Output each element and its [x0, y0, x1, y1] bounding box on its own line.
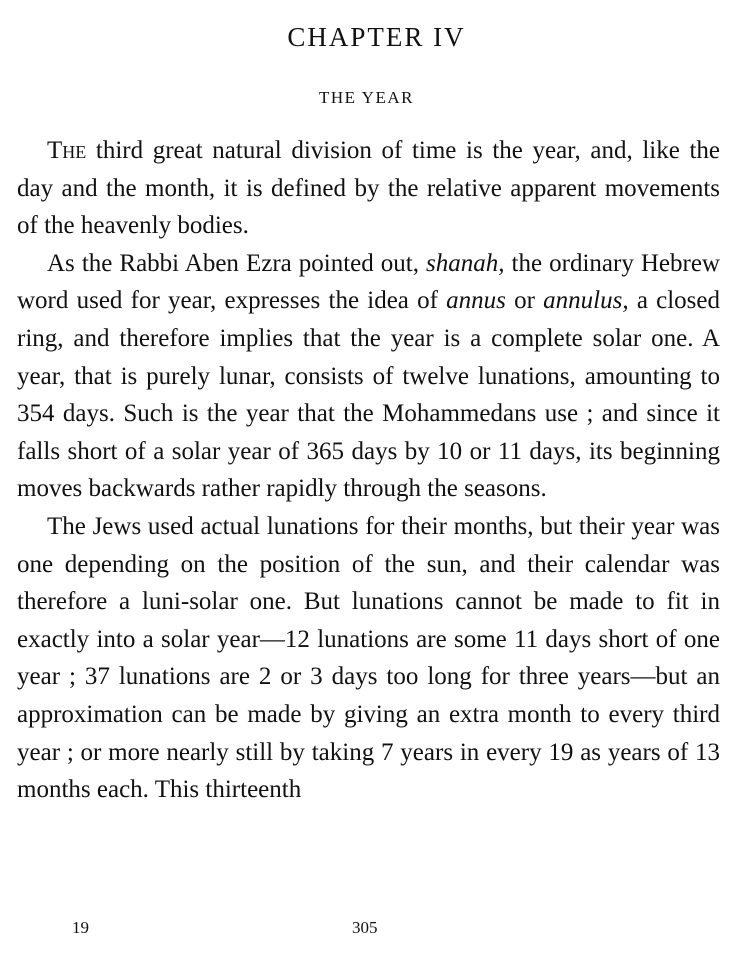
paragraph-lead: The	[47, 137, 87, 164]
italic-term: annulus,	[543, 287, 629, 315]
paragraph-1	[17, 132, 720, 245]
section-title: THE YEAR	[319, 88, 414, 107]
chapter-title: CHAPTER IV	[287, 22, 466, 52]
italic-term: shanah,	[426, 249, 505, 277]
italic-term: annus	[446, 287, 506, 315]
body-text	[17, 132, 720, 809]
text-segment: a closed ring, and therefore implies that the year is a complete solar one. A year, that is purely lunar, consists of twelve lunations, amounting to 354 days. Such is the year that the Mohammedans use ; and since it falls short of a solar year of 365 days by 10 or 11 days, its beginning moves backwards rather rapidly through the seasons.	[17, 287, 721, 503]
text-segment: As the Rabbi Aben Ezra pointed out,	[47, 249, 427, 277]
paragraph-2	[17, 245, 720, 508]
page-footer	[0, 918, 753, 948]
page-number: 305	[352, 918, 378, 937]
text-segment: the ordinary Hebrew word used for year, expresses the idea of	[17, 249, 720, 315]
text-segment: third great natural division of time is the year, and, like the day and the month, it is defined by the relative apparent movements of the heavenly bodies.	[17, 137, 720, 240]
text-segment: or	[505, 287, 544, 315]
paragraph-3	[17, 508, 720, 809]
text-segment: The Jews used actual lunations for their months, but their year was one depending on the position of the sun, and their calendar was therefore a luni-solar one. But lunations cannot be made to fit in exactly into a solar year—12 lunations are some 11 days short of one year ; 37 lunations are 2 or 3 days too long for three years—but an approximation can be made by giving an extra month to every third year ; or more nearly still by taking 7 years in every 19 as years of 13 months each. This thirteenth	[17, 512, 720, 804]
signature-mark: 19	[72, 918, 89, 937]
